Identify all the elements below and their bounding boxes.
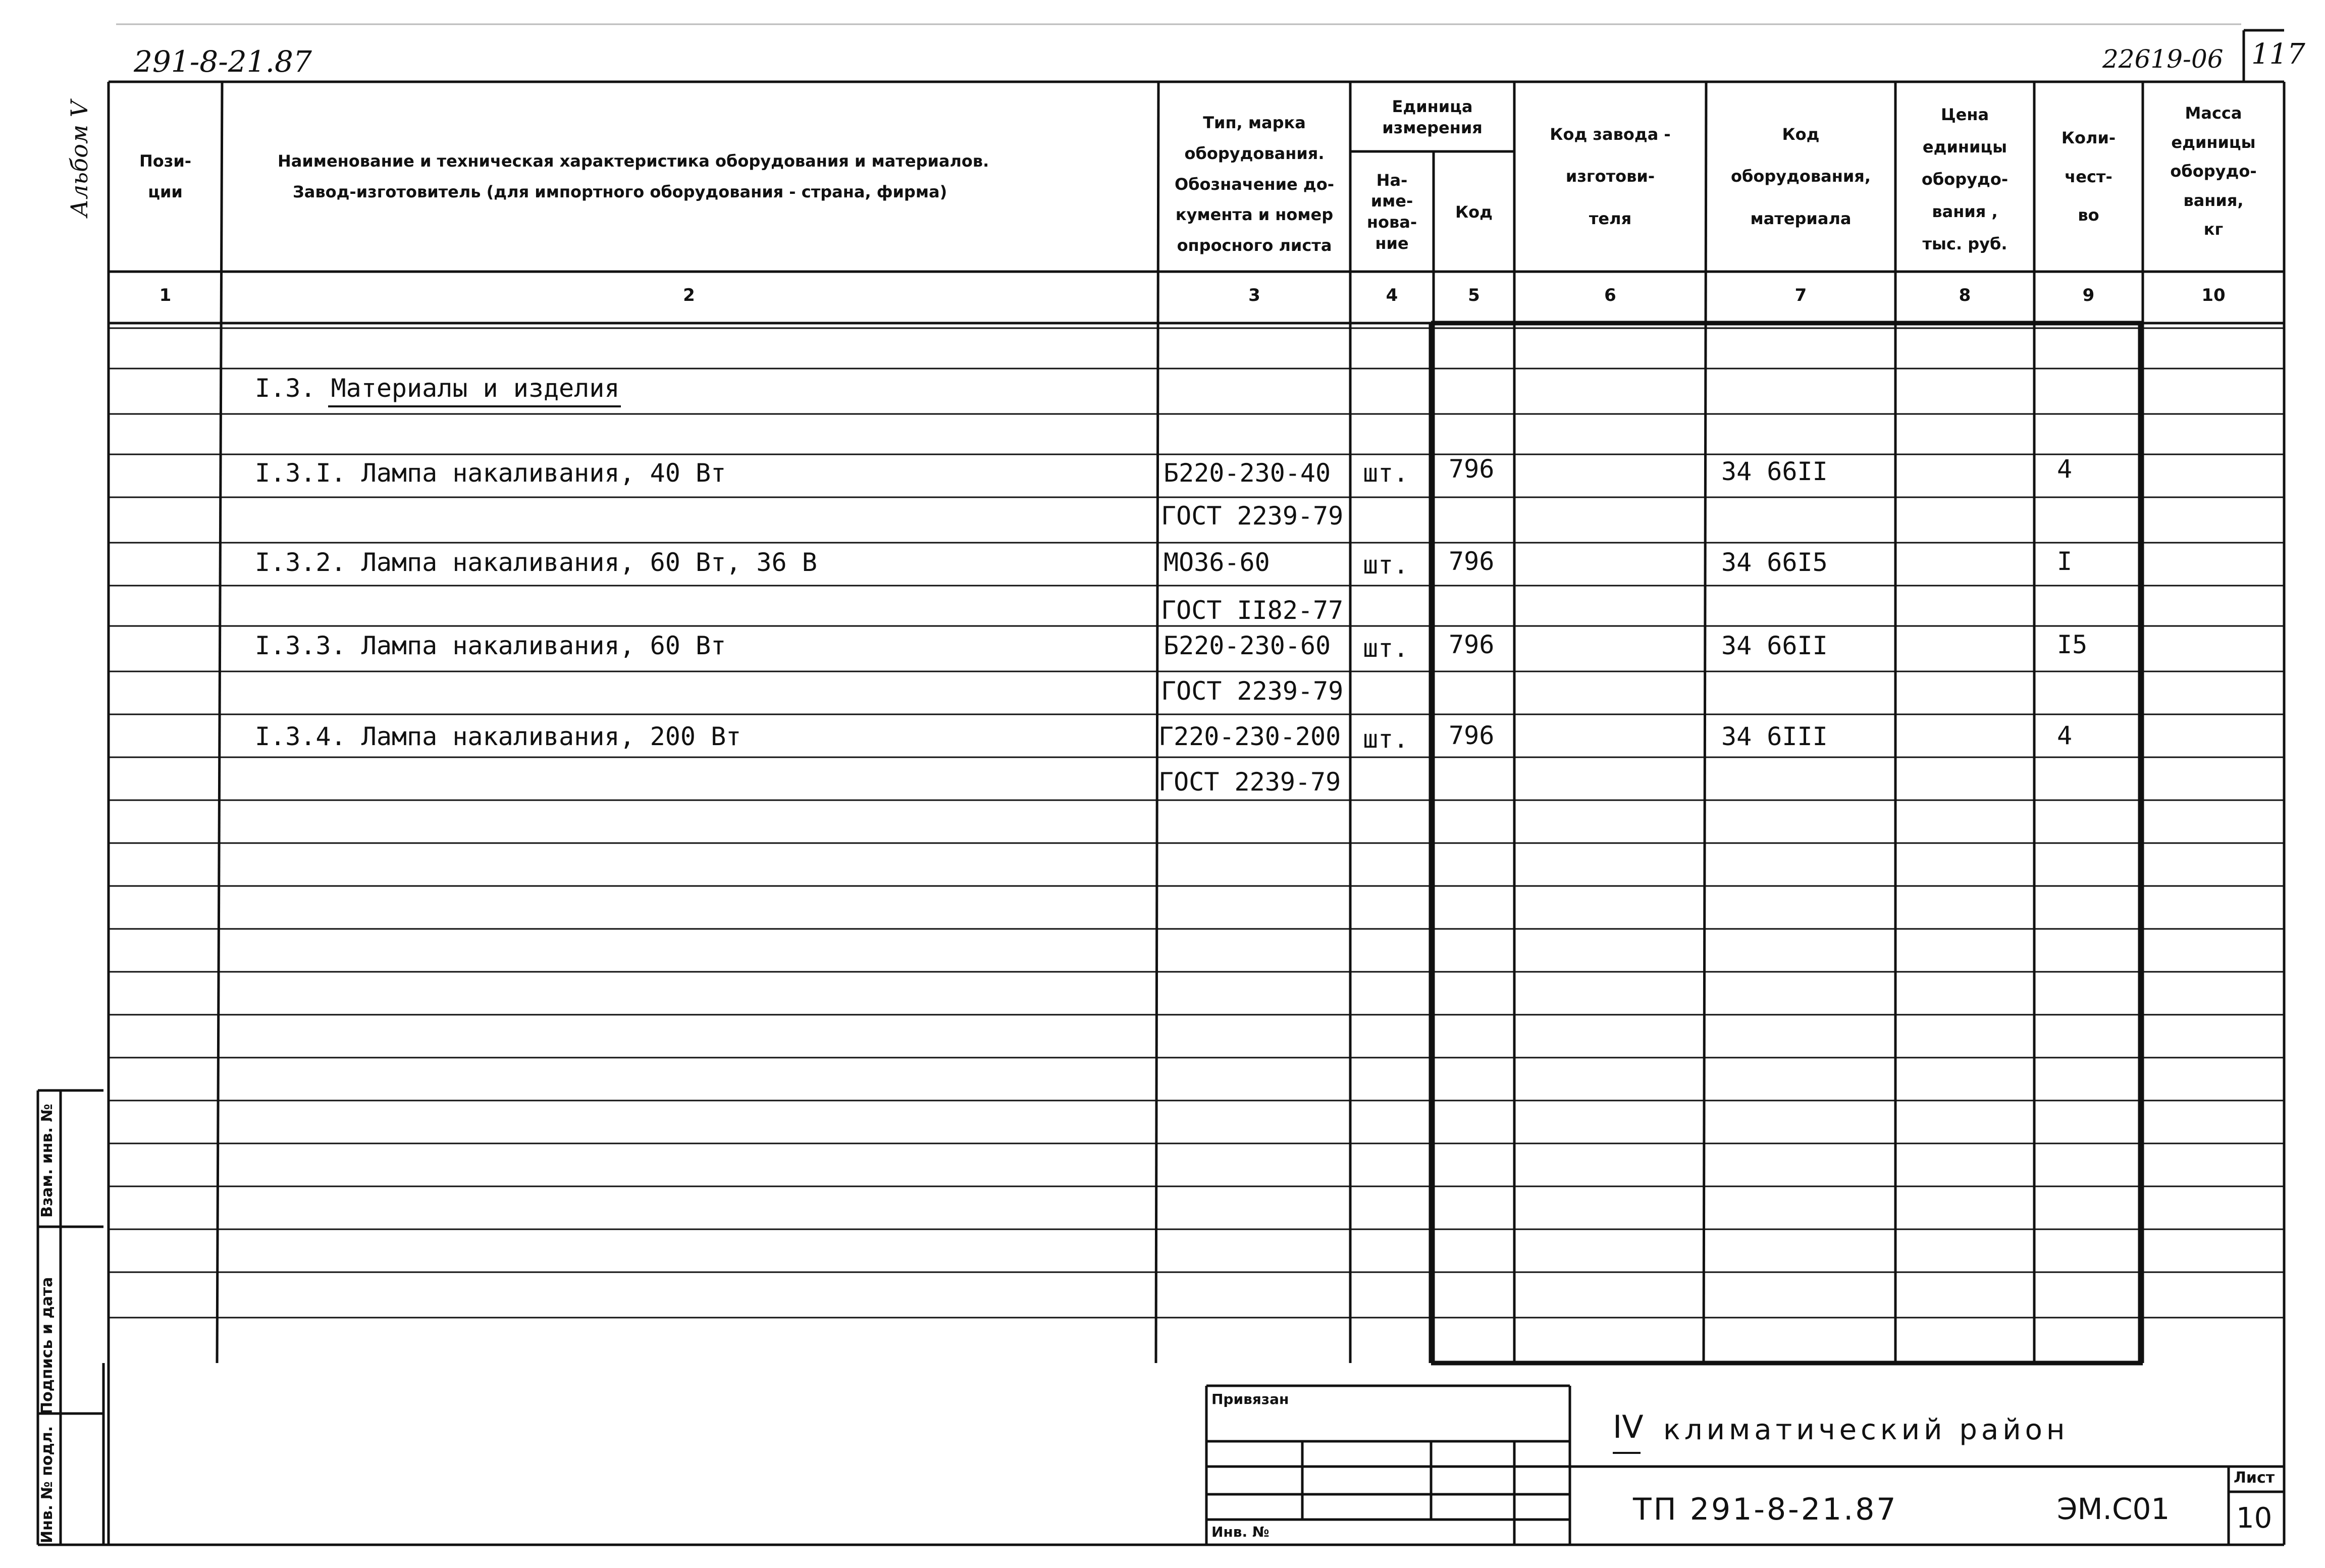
header-col-3: Тип, марка оборудования. Обозначение до- кумента и номер опросного листа <box>1175 113 1334 255</box>
col-number-3: 3 <box>1248 285 1260 305</box>
item-type-2: МО36-60 <box>1164 548 1270 577</box>
sheet-label: Лист <box>2234 1469 2275 1487</box>
item-name-4: I.3.4. Лампа накаливания, 200 Вт <box>255 722 742 751</box>
col-number-10: 10 <box>2201 285 2226 305</box>
handwritten-project-number: 291-8-21.87 <box>134 44 312 79</box>
bound-label: Привязан <box>1211 1391 1289 1407</box>
item-qty-1: 4 <box>2057 454 2073 484</box>
doc-code: ТП 291-8-21.87 <box>1633 1492 1898 1527</box>
region-text: климатический район <box>1663 1414 2069 1446</box>
item-name-1: I.3.I. Лампа накаливания, 40 Вт <box>255 458 726 488</box>
stamp-replacement-inv: Взам. инв. № <box>38 1104 56 1218</box>
item-standard-4: ГОСТ 2239-79 <box>1158 767 1341 797</box>
col-number-4: 4 <box>1386 285 1398 305</box>
header-col-2: Наименование и техническая характеристика оборудования и материалов. Завод-изготовитель (для импортного оборудования - страна, фирма) <box>278 151 989 201</box>
page-stamp-number: 117 <box>2251 38 2305 71</box>
item-qty-4: 4 <box>2057 721 2073 750</box>
header-col-4: На- име- нова- ние <box>1366 170 1417 253</box>
item-code-2: 34 66I5 <box>1721 548 1828 577</box>
handwritten-archive-number: 22619-06 <box>2102 44 2224 74</box>
header-col-10: Масса единицы оборудо- вания, кг <box>2170 103 2257 239</box>
col-number-7: 7 <box>1794 285 1807 305</box>
doc-mark: ЭМ.С01 <box>2057 1492 2170 1526</box>
col-number-5: 5 <box>1468 285 1480 305</box>
item-code-1: 34 66II <box>1721 457 1828 486</box>
header-col-1: Пози- ции <box>139 151 192 201</box>
item-unit-code-3: 796 <box>1449 630 1495 659</box>
item-code-4: 34 6III <box>1721 722 1828 751</box>
sheet-number: 10 <box>2236 1502 2273 1535</box>
header-col-5: Код <box>1455 202 1493 222</box>
header-unit-group: Единица измерения <box>1382 96 1483 137</box>
item-name-3: I.3.3. Лампа накаливания, 60 Вт <box>255 631 726 660</box>
inventory-label: Инв. № <box>1211 1524 1270 1540</box>
col-number-1: 1 <box>159 285 172 305</box>
item-unit-code-2: 796 <box>1449 547 1495 576</box>
region-roman: IV <box>1613 1408 1644 1445</box>
item-qty-2: I <box>2057 547 2073 576</box>
stamp-original-inv: Инв. № подл. <box>38 1426 56 1543</box>
item-unit-4: шт. <box>1363 724 1409 754</box>
item-type-1: Б220-230-40 <box>1164 458 1331 488</box>
col-number-2: 2 <box>683 285 695 305</box>
item-unit-2: шт. <box>1363 550 1409 580</box>
item-qty-3: I5 <box>2057 630 2088 659</box>
col-number-9: 9 <box>2082 285 2095 305</box>
item-unit-3: шт. <box>1363 634 1409 663</box>
header-col-7: Код оборудования, материала <box>1731 125 1871 228</box>
item-code-3: 34 66II <box>1721 631 1828 660</box>
col-number-6: 6 <box>1604 285 1616 305</box>
col-number-8: 8 <box>1959 285 1971 305</box>
item-unit-1: шт. <box>1363 458 1409 488</box>
album-label: Альбом V <box>66 100 93 217</box>
item-type-3: Б220-230-60 <box>1164 631 1331 660</box>
header-col-6: Код завода - изготови- теля <box>1550 125 1671 228</box>
stamp-signature-date: Подпись и дата <box>38 1277 56 1415</box>
item-name-2: I.3.2. Лампа накаливания, 60 Вт, 36 В <box>255 548 817 577</box>
item-standard-3: ГОСТ 2239-79 <box>1161 676 1344 706</box>
section-heading: I.3. Материалы и изделия <box>255 374 620 403</box>
item-standard-1: ГОСТ 2239-79 <box>1161 501 1344 531</box>
item-standard-2: ГОСТ II82-77 <box>1161 596 1344 625</box>
item-unit-code-1: 796 <box>1449 454 1495 484</box>
item-unit-code-4: 796 <box>1449 721 1495 750</box>
item-type-4: Г220-230-200 <box>1158 722 1341 751</box>
header-col-8: Цена единицы оборудо- вания , тыс. руб. <box>1921 105 2009 253</box>
header-col-9: Коли- чест- во <box>2061 128 2116 225</box>
